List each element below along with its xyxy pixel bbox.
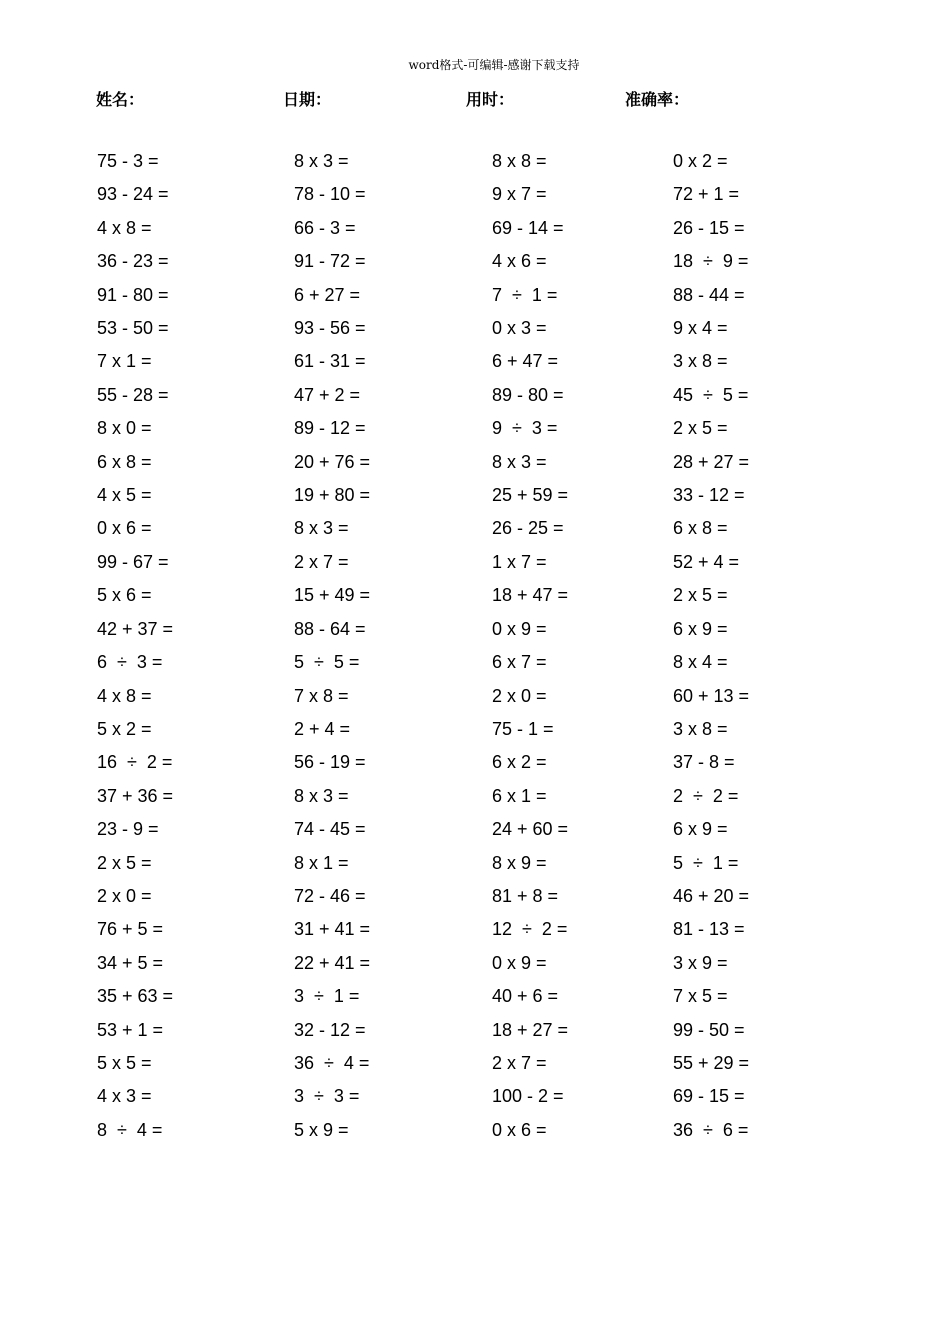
problem-item: 18 + 47 = [492,585,569,606]
problem-item: 99 - 67 = [97,551,169,572]
problem-item: 61 - 31 = [294,351,366,372]
problem-item: 2 x 5 = [673,585,728,606]
problem-item: 6 x 8 = [673,518,728,539]
problem-item: 26 - 15 = [673,217,745,238]
problem-item: 37 + 36 = [97,785,174,806]
problem-item: 0 x 9 = [492,618,547,639]
problem-column-1 [97,150,173,1152]
problem-item: 4 x 8 = [97,217,152,238]
problem-item: 7 x 5 = [673,986,728,1007]
problem-item: 5 x 6 = [97,585,152,606]
problem-item: 4 x 6 = [492,251,547,272]
problem-item: 1 x 7 = [492,551,547,572]
problem-item: 28 + 27 = [673,451,750,472]
problem-item: 74 - 45 = [294,819,366,840]
problem-item: 23 - 9 = [97,819,159,840]
problem-item: 6 x 9 = [673,819,728,840]
problem-item: 89 - 80 = [492,384,564,405]
problem-item: 55 - 28 = [97,384,169,405]
problem-item: 8 x 1 = [294,852,349,873]
problem-item: 2 x 5 = [673,418,728,439]
problem-item: 53 + 1 = [97,1019,164,1040]
problem-item: 2 + 4 = [294,718,351,739]
problem-item: 5 ÷ 5 = [294,652,360,673]
problem-item: 76 + 5 = [97,919,164,940]
problem-item: 88 - 64 = [294,618,366,639]
problem-item: 72 + 1 = [673,184,740,205]
problem-item: 46 + 20 = [673,885,750,906]
problem-item: 93 - 24 = [97,184,169,205]
problem-item: 34 + 5 = [97,952,164,973]
problem-item: 7 x 8 = [294,685,349,706]
problem-item: 69 - 14 = [492,217,564,238]
problem-item: 6 x 8 = [97,451,152,472]
problem-column-3 [492,150,568,1152]
problem-item: 75 - 1 = [492,718,554,739]
problem-item: 5 x 5 = [97,1052,152,1073]
problem-item: 88 - 44 = [673,284,745,305]
page-header: word格式-可编辑-感谢下载支持 [408,58,580,72]
problem-item: 75 - 3 = [97,151,159,171]
problem-item: 2 x 7 = [294,551,349,572]
problem-item: 0 x 6 = [492,1119,547,1140]
problem-item: 66 - 3 = [294,217,356,238]
problem-item: 8 x 8 = [492,151,547,171]
problem-item: 56 - 19 = [294,752,366,773]
problem-item: 6 x 7 = [492,652,547,673]
problem-item: 18 ÷ 9 = [673,251,749,272]
problem-item: 8 x 4 = [673,652,728,673]
problem-item: 81 - 13 = [673,919,745,940]
name-label: 姓名： [96,90,145,109]
problem-item: 12 ÷ 2 = [492,919,568,940]
problem-item: 5 x 9 = [294,1119,349,1140]
problem-item: 5 x 2 = [97,718,152,739]
problem-item: 9 ÷ 3 = [492,418,558,439]
problem-item: 4 x 5 = [97,485,152,506]
date-label: 日期： [283,90,332,109]
problem-item: 0 x 3 = [492,318,547,339]
problem-item: 72 - 46 = [294,885,366,906]
problem-item: 3 x 8 = [673,718,728,739]
problem-item: 52 + 4 = [673,551,740,572]
problem-item: 15 + 49 = [294,585,371,606]
problem-item: 2 x 0 = [492,685,547,706]
problem-item: 36 - 23 = [97,251,169,272]
problem-item: 25 + 59 = [492,485,569,506]
problem-item: 0 x 6 = [97,518,152,539]
problem-item: 89 - 12 = [294,418,366,439]
problem-item: 2 x 7 = [492,1052,547,1073]
problem-item: 7 x 1 = [97,351,152,372]
problem-item: 37 - 8 = [673,752,735,773]
problem-item: 9 x 7 = [492,184,547,205]
problem-item: 3 x 9 = [673,952,728,973]
time-label: 用时： [466,90,515,109]
problem-item: 6 x 1 = [492,785,547,806]
problem-item: 24 + 60 = [492,819,569,840]
problem-item: 60 + 13 = [673,685,750,706]
problem-item: 9 x 4 = [673,318,728,339]
problem-column-4 [673,150,749,1152]
problem-item: 78 - 10 = [294,184,366,205]
problem-item: 99 - 50 = [673,1019,745,1040]
problem-item: 0 x 2 = [673,151,728,171]
problem-item: 8 x 3 = [492,451,547,472]
problem-item: 47 + 2 = [294,384,361,405]
problem-item: 5 ÷ 1 = [673,852,739,873]
problem-item: 6 x 2 = [492,752,547,773]
problem-item: 8 ÷ 4 = [97,1119,163,1140]
problem-item: 45 ÷ 5 = [673,384,749,405]
problem-item: 22 + 41 = [294,952,371,973]
problem-item: 53 - 50 = [97,318,169,339]
problem-item: 35 + 63 = [97,986,174,1007]
problem-item: 8 x 0 = [97,418,152,439]
problem-item: 91 - 72 = [294,251,366,272]
problem-item: 20 + 76 = [294,451,371,472]
problem-item: 4 x 8 = [97,685,152,706]
problem-item: 36 ÷ 4 = [294,1052,370,1073]
problem-item: 42 + 37 = [97,618,174,639]
problem-item: 93 - 56 = [294,318,366,339]
problem-item: 8 x 3 = [294,151,349,171]
problem-item: 2 x 5 = [97,852,152,873]
problem-item: 8 x 3 = [294,785,349,806]
problem-item: 36 ÷ 6 = [673,1119,749,1140]
problem-item: 2 ÷ 2 = [673,785,739,806]
problem-item: 6 ÷ 3 = [97,652,163,673]
problem-item: 6 + 27 = [294,284,361,305]
problem-item: 31 + 41 = [294,919,371,940]
problem-item: 26 - 25 = [492,518,564,539]
problem-item: 3 ÷ 1 = [294,986,360,1007]
problem-item: 8 x 9 = [492,852,547,873]
problem-item: 3 ÷ 3 = [294,1086,360,1107]
problem-item: 6 x 9 = [673,618,728,639]
problem-item: 33 - 12 = [673,485,745,506]
problem-item: 32 - 12 = [294,1019,366,1040]
problem-column-2 [294,150,370,1152]
problem-item: 55 + 29 = [673,1052,750,1073]
problem-item: 18 + 27 = [492,1019,569,1040]
problem-item: 91 - 80 = [97,284,169,305]
problem-item: 40 + 6 = [492,986,559,1007]
problem-item: 0 x 9 = [492,952,547,973]
problem-item: 8 x 3 = [294,518,349,539]
accuracy-label: 准确率： [625,90,690,109]
problem-item: 19 + 80 = [294,485,371,506]
problem-item: 4 x 3 = [97,1086,152,1107]
problem-item: 69 - 15 = [673,1086,745,1107]
problem-item: 6 + 47 = [492,351,559,372]
problem-item: 3 x 8 = [673,351,728,372]
problem-item: 16 ÷ 2 = [97,752,173,773]
problem-item: 100 - 2 = [492,1086,564,1107]
problem-item: 81 + 8 = [492,885,559,906]
problem-item: 2 x 0 = [97,885,152,906]
problem-item: 7 ÷ 1 = [492,284,558,305]
